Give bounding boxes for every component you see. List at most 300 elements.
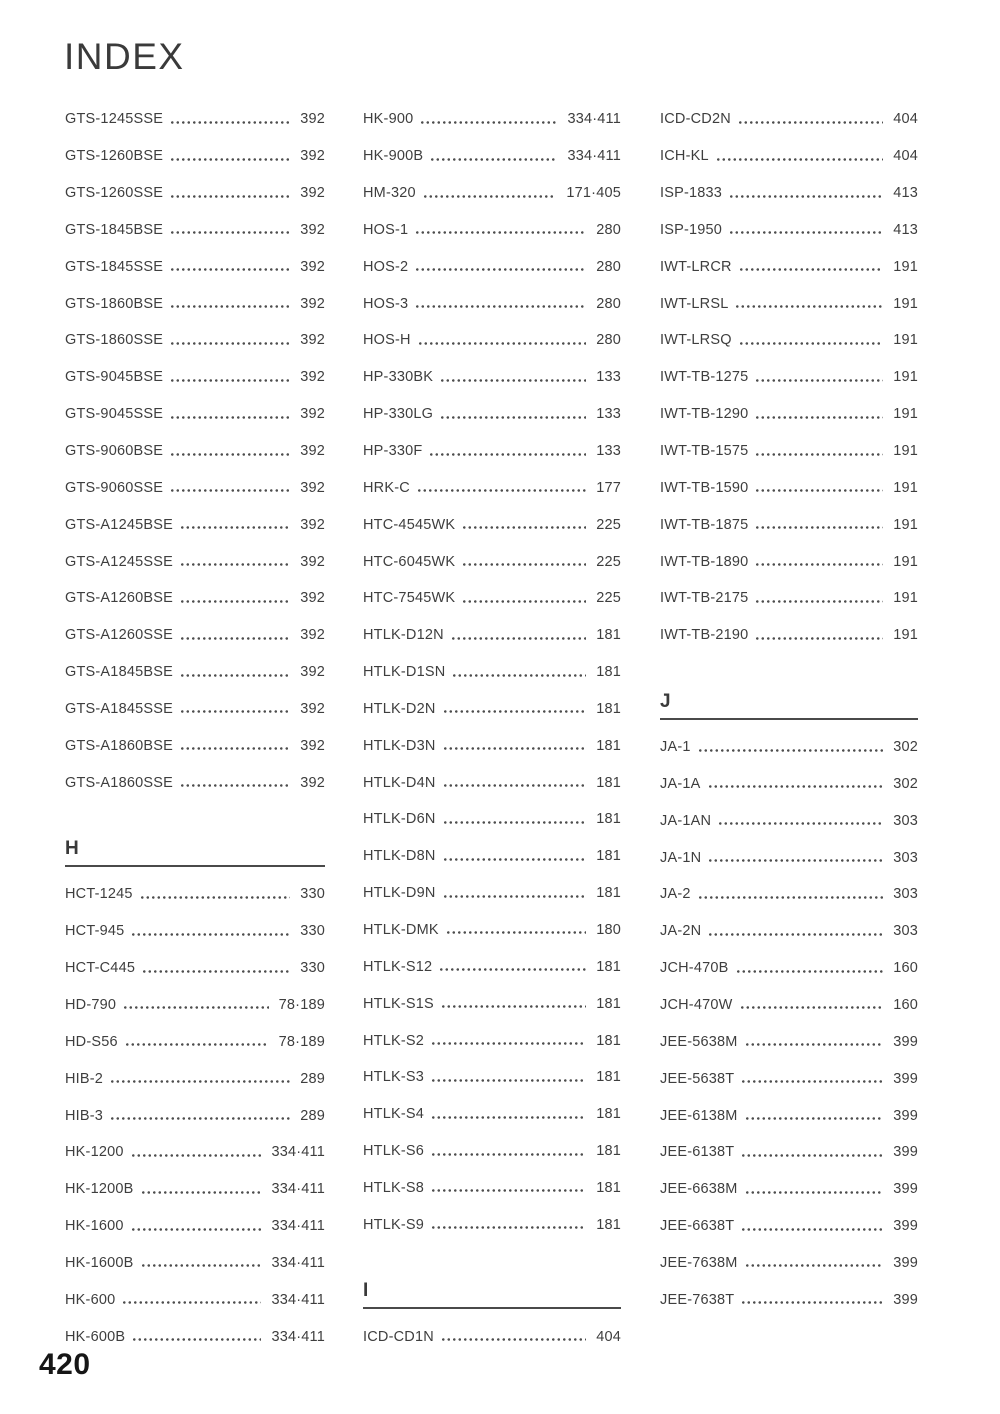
entry-label: IWT-TB-1590 [660, 479, 749, 496]
entry-page-number: 181 [596, 848, 621, 865]
entry-page-number: 392 [300, 258, 325, 275]
entry-label: JEE-7638T [660, 1291, 735, 1308]
entry-label: IWT-LRSL [660, 295, 729, 312]
dotted-leader [424, 195, 557, 198]
dotted-leader [171, 453, 290, 456]
index-entry [65, 727, 325, 764]
entry-label: ISP-1950 [660, 221, 723, 238]
entry-page-number: 413 [893, 221, 918, 238]
dotted-leader [181, 674, 290, 677]
index-entry [660, 1097, 918, 1134]
entry-label: JEE-6138M [660, 1107, 738, 1124]
dotted-leader [463, 600, 586, 603]
entry-label: JEE-6638M [660, 1181, 738, 1198]
entry-label: GTS-A1260SSE [65, 627, 173, 644]
index-entry [660, 469, 918, 506]
dotted-leader [171, 231, 290, 234]
entry-page-number: 399 [893, 1218, 918, 1235]
dotted-leader [171, 121, 290, 124]
entry-page-number: 133 [596, 443, 621, 460]
index-entry [660, 913, 918, 950]
index-entry [660, 138, 918, 175]
entry-label: ICD-CD1N [363, 1328, 434, 1345]
entry-page-number: 181 [596, 737, 621, 754]
entry-page-number: 280 [596, 332, 621, 349]
entry-page-number: 392 [300, 479, 325, 496]
entry-page-number: 181 [596, 885, 621, 902]
entry-label: JEE-6138T [660, 1144, 735, 1161]
index-entry [363, 138, 621, 175]
dotted-leader [709, 785, 884, 788]
entry-label: JA-1AN [660, 812, 712, 829]
entry-label: GTS-1260SSE [65, 185, 164, 202]
index-entry [363, 580, 621, 617]
entry-page-number: 303 [893, 849, 918, 866]
dotted-leader [444, 784, 587, 787]
entry-label: ICD-CD2N [660, 111, 731, 128]
entry-label: HTLK-S2 [363, 1032, 425, 1049]
index-entry [660, 543, 918, 580]
entry-page-number: 392 [300, 406, 325, 423]
entry-label: IWT-TB-2175 [660, 590, 749, 607]
dotted-leader [756, 453, 883, 456]
entry-label: HCT-C445 [65, 960, 136, 977]
entry-page-number: 392 [300, 111, 325, 128]
index-entry [65, 617, 325, 654]
index-entry [65, 950, 325, 987]
entry-page-number: 334·411 [567, 111, 621, 128]
dotted-leader [756, 637, 883, 640]
dotted-leader [431, 158, 557, 161]
dotted-leader [132, 1228, 262, 1231]
entry-label: GTS-1845BSE [65, 221, 164, 238]
entry-label: HK-900 [363, 111, 414, 128]
entry-page-number: 181 [596, 958, 621, 975]
dotted-leader [739, 121, 883, 124]
entry-page-number: 392 [300, 185, 325, 202]
index-entry [363, 248, 621, 285]
dotted-leader [746, 1264, 884, 1267]
index-entry [363, 985, 621, 1022]
entry-label: GTS-1860SSE [65, 332, 164, 349]
index-entry [363, 469, 621, 506]
entry-label: IWT-TB-1575 [660, 443, 749, 460]
entry-label: HTLK-D3N [363, 737, 436, 754]
index-entry [65, 543, 325, 580]
dotted-leader [736, 305, 883, 308]
entry-page-number: 392 [300, 627, 325, 644]
entry-page-number: 399 [893, 1144, 918, 1161]
entry-page-number: 392 [300, 774, 325, 791]
dotted-leader [742, 1301, 883, 1304]
dotted-leader [171, 379, 290, 382]
index-entry [65, 764, 325, 801]
index-entry [660, 1244, 918, 1281]
index-entry [65, 1060, 325, 1097]
index-entry [65, 1097, 325, 1134]
entry-page-number: 280 [596, 258, 621, 275]
entry-label: HTLK-D9N [363, 885, 436, 902]
entry-page-number: 392 [300, 332, 325, 349]
dotted-leader [719, 822, 883, 825]
index-entry [65, 506, 325, 543]
entry-page-number: 399 [893, 1254, 918, 1271]
entry-label: JEE-5638M [660, 1033, 738, 1050]
index-entry [65, 322, 325, 359]
dotted-leader [756, 416, 883, 419]
dotted-leader [181, 747, 290, 750]
entry-label: HCT-945 [65, 923, 125, 940]
entry-page-number: 334·411 [271, 1181, 325, 1198]
dotted-leader [421, 121, 557, 124]
dotted-leader [444, 821, 587, 824]
index-entry [65, 138, 325, 175]
entry-label: JA-1N [660, 849, 702, 866]
index-entry [660, 876, 918, 913]
entry-page-number: 392 [300, 737, 325, 754]
dotted-leader [737, 970, 884, 973]
entry-page-number: 330 [300, 960, 325, 977]
entry-label: HK-1200 [65, 1144, 124, 1161]
index-entry [660, 729, 918, 766]
dotted-leader [416, 305, 586, 308]
dotted-leader [741, 1006, 884, 1009]
page-title: INDEX [64, 36, 185, 77]
dotted-leader [171, 489, 290, 492]
entry-page-number: 303 [893, 886, 918, 903]
entry-page-number: 181 [596, 1069, 621, 1086]
index-entry [65, 469, 325, 506]
entry-label: HCT-1245 [65, 886, 133, 903]
dotted-leader [416, 268, 586, 271]
entry-label: HD-S56 [65, 1033, 118, 1050]
dotted-leader [171, 158, 290, 161]
entry-label: HP-330F [363, 443, 423, 460]
entry-label: HM-320 [363, 185, 416, 202]
entry-page-number: 334·411 [271, 1254, 325, 1271]
dotted-leader [742, 1154, 883, 1157]
entry-page-number: 133 [596, 406, 621, 423]
entry-page-number: 225 [596, 553, 621, 570]
entry-page-number: 191 [893, 627, 918, 644]
dotted-leader [709, 859, 883, 862]
dotted-leader [717, 158, 883, 161]
entry-page-number: 399 [893, 1181, 918, 1198]
entry-label: GTS-1260BSE [65, 148, 164, 165]
dotted-leader [453, 674, 586, 677]
index-entry [660, 1171, 918, 1208]
entry-page-number: 334·411 [271, 1144, 325, 1161]
entry-page-number: 191 [893, 443, 918, 460]
entry-label: JA-2N [660, 923, 702, 940]
entry-page-number: 181 [596, 627, 621, 644]
entry-label: GTS-A1860BSE [65, 737, 173, 754]
entry-page-number: 78·189 [278, 996, 325, 1013]
entry-page-number: 392 [300, 221, 325, 238]
dotted-leader [143, 970, 290, 973]
dotted-leader [452, 637, 586, 640]
index-entry [65, 359, 325, 396]
dotted-leader [141, 896, 291, 899]
entry-label: HIB-3 [65, 1107, 104, 1124]
entry-label: HTLK-S12 [363, 958, 433, 975]
entry-label: HTLK-S4 [363, 1106, 425, 1123]
entry-page-number: 330 [300, 923, 325, 940]
index-entry [363, 175, 621, 212]
entry-page-number: 181 [596, 1143, 621, 1160]
entry-label: HD-790 [65, 996, 117, 1013]
dotted-leader [111, 1080, 290, 1083]
entry-page-number: 181 [596, 664, 621, 681]
entry-page-number: 225 [596, 590, 621, 607]
index-entry [363, 101, 621, 138]
entry-label: GTS-A1845SSE [65, 700, 173, 717]
index-entry [65, 1208, 325, 1245]
index-entry [363, 1022, 621, 1059]
index-entry [363, 433, 621, 470]
dotted-leader [746, 1043, 884, 1046]
entry-page-number: 399 [893, 1107, 918, 1124]
entry-page-number: 392 [300, 295, 325, 312]
index-entry [660, 1281, 918, 1318]
entry-label: JEE-6638T [660, 1218, 735, 1235]
entry-page-number: 191 [893, 553, 918, 570]
dotted-leader [416, 231, 586, 234]
index-entry [65, 285, 325, 322]
entry-label: GTS-9045SSE [65, 406, 164, 423]
dotted-leader [132, 933, 290, 936]
entry-label: HOS-H [363, 332, 411, 349]
entry-page-number: 181 [596, 811, 621, 828]
index-entry [660, 766, 918, 803]
entry-page-number: 225 [596, 516, 621, 533]
entry-page-number: 181 [596, 700, 621, 717]
entry-page-number: 399 [893, 1033, 918, 1050]
dotted-leader [441, 379, 586, 382]
index-entry [660, 396, 918, 433]
index-column-2 [363, 101, 621, 1355]
index-entry [65, 433, 325, 470]
index-entry [363, 396, 621, 433]
entry-label: GTS-A1245BSE [65, 516, 173, 533]
entry-page-number: 392 [300, 148, 325, 165]
entry-label: ICH-KL [660, 148, 709, 165]
index-entry [660, 802, 918, 839]
entry-label: HTLK-D4N [363, 774, 436, 791]
index-entry [660, 212, 918, 249]
entry-label: IWT-TB-1275 [660, 369, 749, 386]
entry-label: HTLK-D2N [363, 700, 436, 717]
dotted-leader [181, 637, 290, 640]
entry-label: HTLK-DMK [363, 921, 439, 938]
dotted-leader [171, 268, 290, 271]
dotted-leader [742, 1080, 883, 1083]
index-entry [65, 248, 325, 285]
entry-page-number: 399 [893, 1070, 918, 1087]
entry-label: HK-1600 [65, 1218, 124, 1235]
index-entry [363, 285, 621, 322]
page-number: 420 [39, 1348, 91, 1381]
index-entry [660, 950, 918, 987]
dotted-leader [740, 268, 884, 271]
index-entry [660, 987, 918, 1024]
section-letter: H [65, 838, 325, 867]
entry-page-number: 181 [596, 995, 621, 1012]
entry-page-number: 191 [893, 332, 918, 349]
entry-label: HRK-C [363, 479, 410, 496]
index-entry [660, 839, 918, 876]
entry-page-number: 177 [596, 479, 621, 496]
index-entry [65, 212, 325, 249]
dotted-leader [432, 1153, 586, 1156]
entry-label: HTLK-D1SN [363, 664, 446, 681]
entry-page-number: 289 [300, 1070, 325, 1087]
entry-label: JCH-470W [660, 996, 733, 1013]
entry-page-number: 392 [300, 443, 325, 460]
entry-page-number: 334·411 [271, 1291, 325, 1308]
entry-label: GTS-1845SSE [65, 258, 164, 275]
entry-label: GTS-9060BSE [65, 443, 164, 460]
entry-label: JEE-7638M [660, 1254, 738, 1271]
index-entry [363, 1169, 621, 1206]
dotted-leader [181, 784, 290, 787]
dotted-leader [171, 195, 290, 198]
dotted-leader [142, 1191, 262, 1194]
dotted-leader [740, 342, 884, 345]
dotted-leader [181, 710, 290, 713]
dotted-leader [171, 342, 290, 345]
entry-label: HP-330LG [363, 406, 434, 423]
entry-label: JCH-470B [660, 960, 729, 977]
entry-label: HIB-2 [65, 1070, 104, 1087]
entry-page-number: 133 [596, 369, 621, 386]
index-entry [65, 913, 325, 950]
dotted-leader [444, 895, 587, 898]
index-entry [65, 1023, 325, 1060]
index-entry [65, 396, 325, 433]
entry-page-number: 413 [893, 185, 918, 202]
entry-page-number: 280 [596, 221, 621, 238]
entry-label: HTLK-D6N [363, 811, 436, 828]
index-entry [363, 691, 621, 728]
entry-page-number: 334·411 [271, 1218, 325, 1235]
entry-label: HOS-3 [363, 295, 409, 312]
dotted-leader [123, 1301, 261, 1304]
entry-label: HTC-4545WK [363, 516, 456, 533]
index-entry [660, 101, 918, 138]
dotted-leader [756, 600, 883, 603]
index-entry [363, 212, 621, 249]
dotted-leader [142, 1264, 262, 1267]
dotted-leader [442, 1338, 586, 1341]
entry-label: IWT-TB-1290 [660, 406, 749, 423]
dotted-leader [432, 1189, 586, 1192]
dotted-leader [111, 1117, 290, 1120]
dotted-leader [418, 489, 586, 492]
entry-label: IWT-TB-2190 [660, 627, 749, 644]
dotted-leader [432, 1042, 586, 1045]
entry-label: HK-1600B [65, 1254, 134, 1271]
dotted-leader [432, 1226, 586, 1229]
index-entry [363, 654, 621, 691]
dotted-leader [756, 489, 883, 492]
dotted-leader [742, 1228, 883, 1231]
index-entry [65, 987, 325, 1024]
entry-page-number: 191 [893, 406, 918, 423]
index-entry [660, 433, 918, 470]
index-entry [363, 912, 621, 949]
index-entry [660, 248, 918, 285]
dotted-leader [132, 1154, 262, 1157]
dotted-leader [756, 526, 883, 529]
entry-page-number: 404 [596, 1328, 621, 1345]
entry-label: GTS-1860BSE [65, 295, 164, 312]
entry-label: HTLK-S8 [363, 1179, 425, 1196]
dotted-leader [730, 231, 883, 234]
dotted-leader [440, 968, 586, 971]
index-entry [65, 1244, 325, 1281]
entry-label: GTS-A1245SSE [65, 553, 173, 570]
dotted-leader [746, 1191, 884, 1194]
entry-page-number: 392 [300, 369, 325, 386]
entry-label: JEE-5638T [660, 1070, 735, 1087]
entry-page-number: 160 [893, 996, 918, 1013]
entry-label: HTLK-D8N [363, 848, 436, 865]
entry-page-number: 160 [893, 960, 918, 977]
entry-page-number: 404 [893, 111, 918, 128]
dotted-leader [430, 453, 586, 456]
entry-page-number: 171·405 [566, 185, 621, 202]
entry-page-number: 191 [893, 258, 918, 275]
section-letter: I [363, 1280, 621, 1309]
entry-label: HTC-7545WK [363, 590, 456, 607]
dotted-leader [463, 526, 586, 529]
entry-label: GTS-A1845BSE [65, 664, 173, 681]
entry-page-number: 191 [893, 516, 918, 533]
entry-page-number: 191 [893, 369, 918, 386]
entry-label: IWT-LRCR [660, 258, 732, 275]
entry-page-number: 330 [300, 886, 325, 903]
dotted-leader [699, 749, 884, 752]
index-entry [363, 1206, 621, 1243]
entry-page-number: 280 [596, 295, 621, 312]
dotted-leader [756, 563, 883, 566]
entry-label: HTC-6045WK [363, 553, 456, 570]
index-entry [65, 691, 325, 728]
entry-label: GTS-A1260BSE [65, 590, 173, 607]
index-column-3 [660, 101, 918, 1318]
section-letter: J [660, 691, 918, 720]
entry-page-number: 392 [300, 516, 325, 533]
entry-label: GTS-9045BSE [65, 369, 164, 386]
entry-label: IWT-LRSQ [660, 332, 732, 349]
entry-page-number: 181 [596, 1179, 621, 1196]
entry-page-number: 289 [300, 1107, 325, 1124]
dotted-leader [432, 1116, 586, 1119]
entry-page-number: 399 [893, 1291, 918, 1308]
index-entry [363, 764, 621, 801]
index-column-1 [65, 101, 325, 1355]
index-entry [363, 1096, 621, 1133]
index-entry [65, 1134, 325, 1171]
entry-label: HTLK-S9 [363, 1216, 425, 1233]
entry-label: HTLK-S6 [363, 1143, 425, 1160]
index-entry [65, 876, 325, 913]
entry-page-number: 334·411 [271, 1328, 325, 1345]
entry-label: JA-1 [660, 739, 691, 756]
index-entry [363, 727, 621, 764]
index-entry [363, 322, 621, 359]
